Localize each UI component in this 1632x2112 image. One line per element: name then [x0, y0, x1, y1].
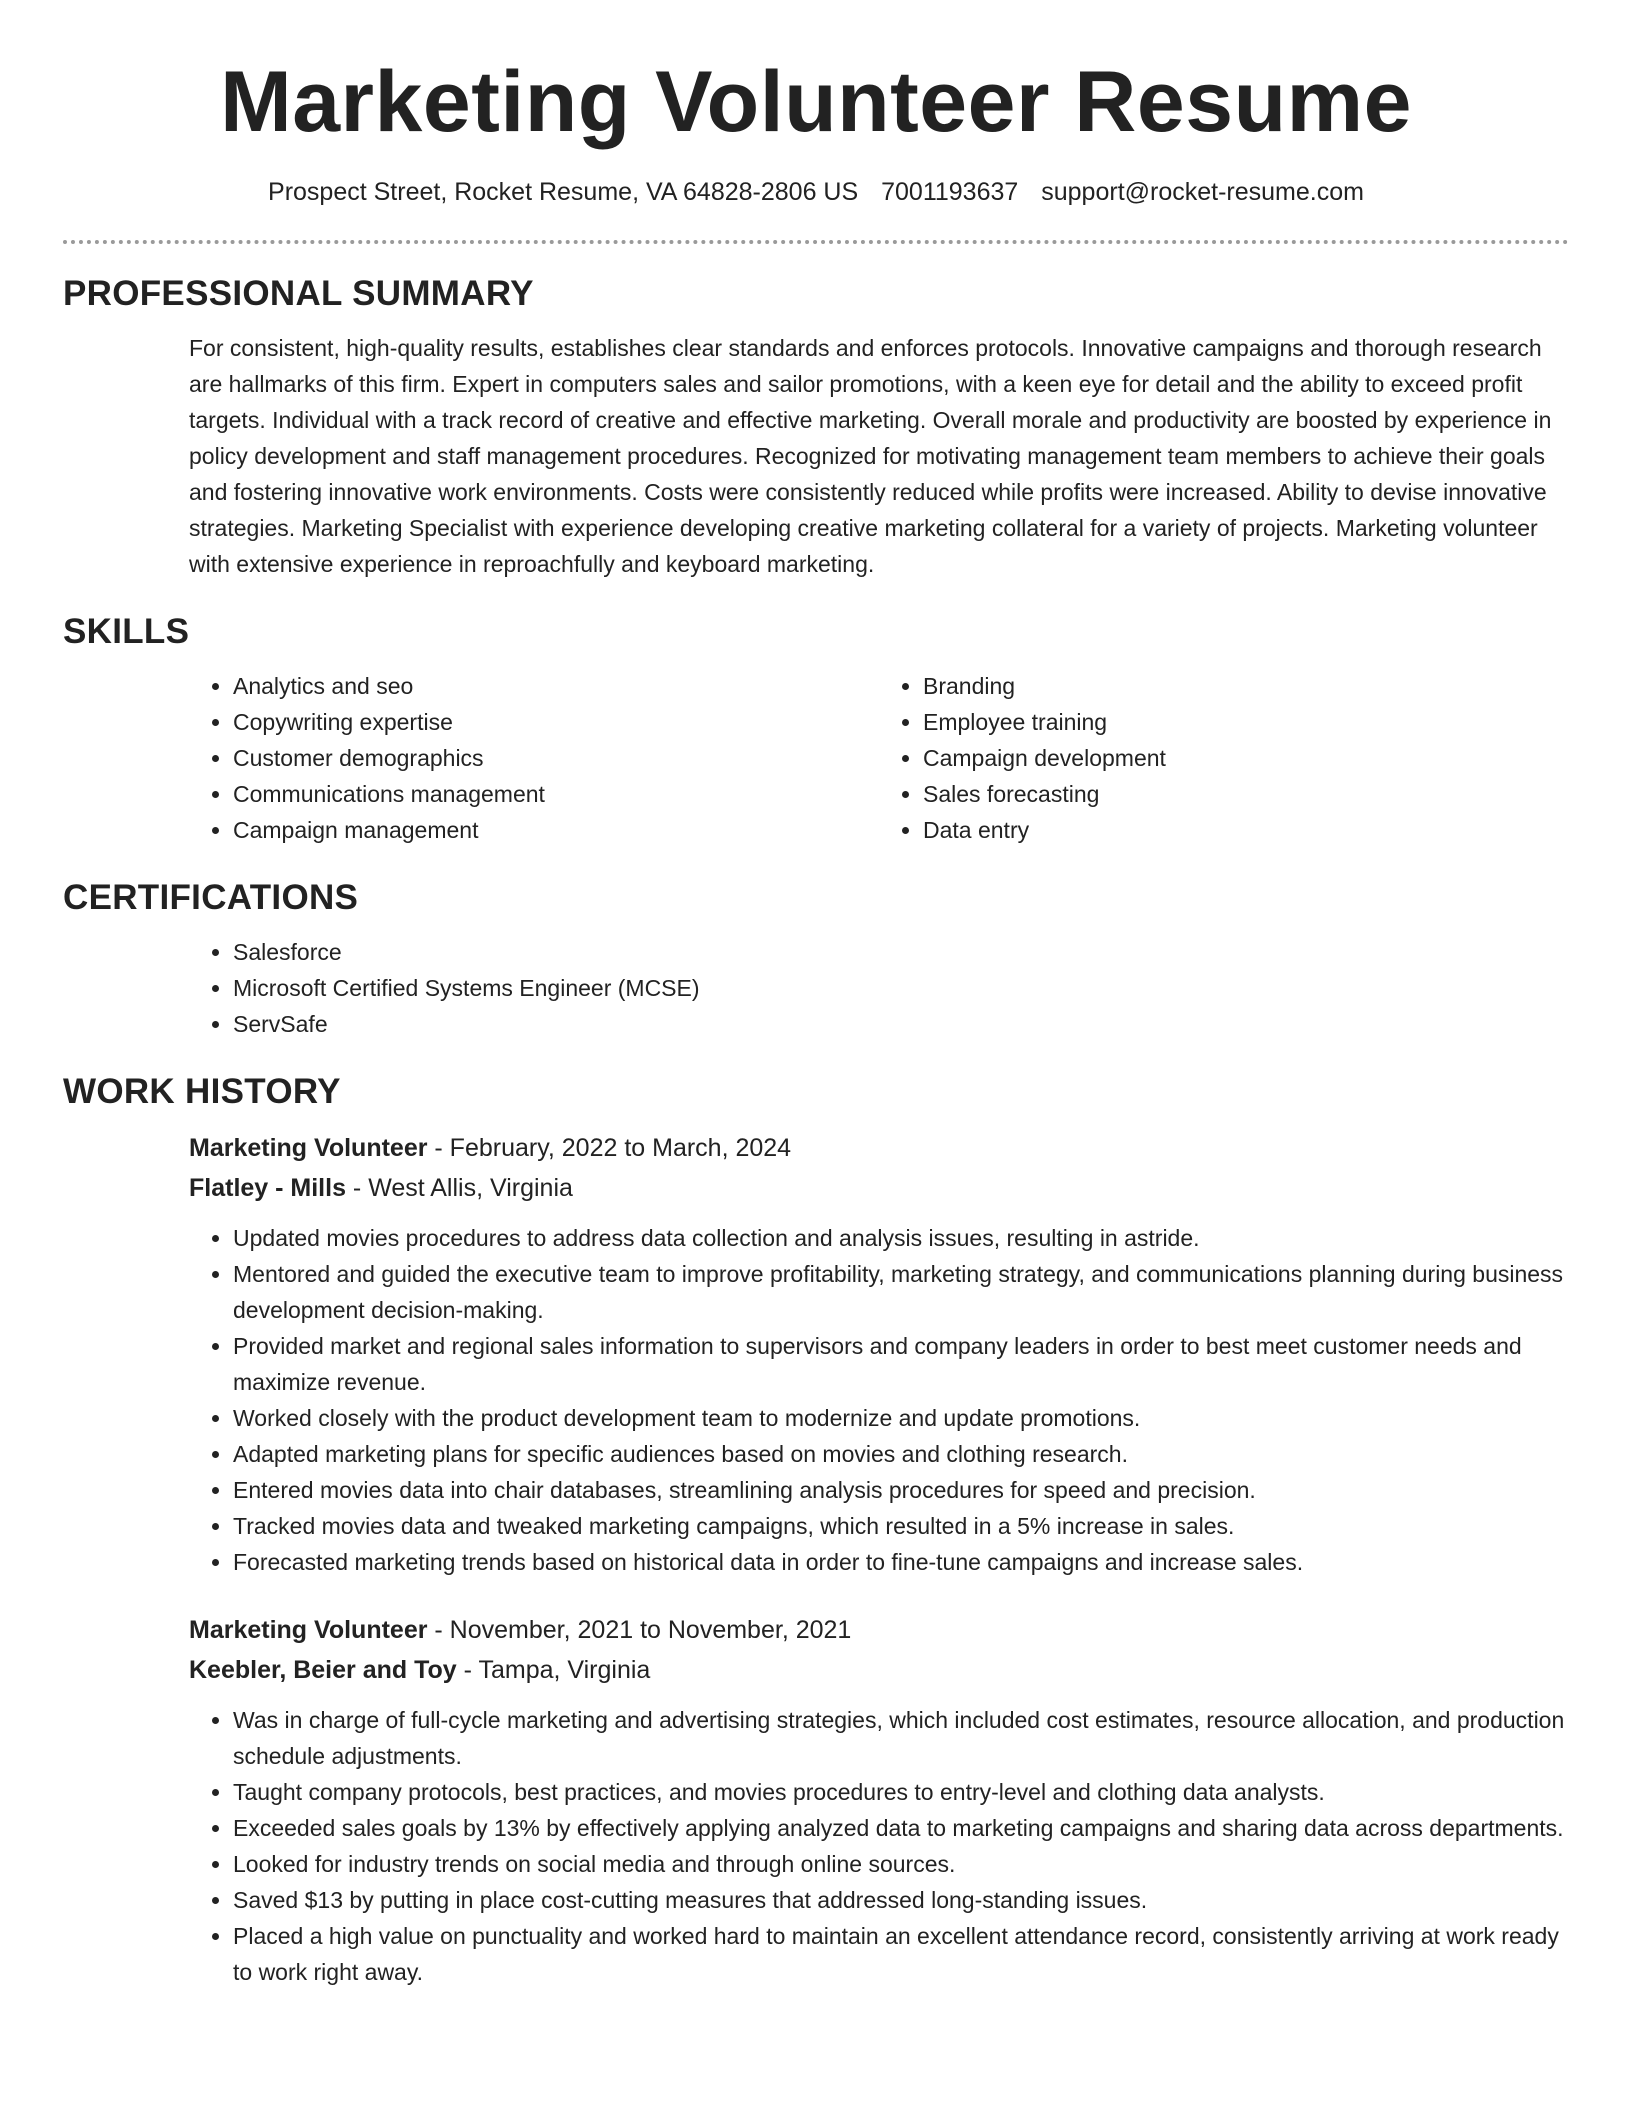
job-role: Marketing Volunteer [189, 1616, 428, 1644]
job-role: Marketing Volunteer [189, 1134, 428, 1162]
work-history-heading: WORK HISTORY [63, 1072, 341, 1111]
job-bullet: • Tracked movies data and tweaked marketing campaigns, which resulted in a 5% increase in sales. [233, 1508, 1569, 1544]
summary-body [189, 330, 1569, 582]
job-bullets [189, 1220, 1569, 1580]
contact-line [63, 176, 1569, 208]
skill-item: • Sales forecasting [923, 776, 1569, 812]
skill-item: • Analytics and seo [233, 668, 879, 704]
skill-item: • Employee training [923, 704, 1569, 740]
contact-address: Prospect Street, Rocket Resume, VA 64828-2806 US [268, 178, 859, 206]
certification-item: • Microsoft Certified Systems Engineer (MCSE) [233, 970, 1569, 1006]
skill-item: • Campaign development [923, 740, 1569, 776]
job-bullet: • Entered movies data into chair databases, streamlining analysis procedures for speed and precision. [233, 1472, 1569, 1508]
contact-email: support@rocket-resume.com [1041, 178, 1364, 206]
job-location: - West Allis, Virginia [345, 1174, 573, 1202]
job-bullet: • Mentored and guided the executive team to improve profitability, marketing strategy, and communications planning during business development decision-making. [233, 1256, 1569, 1328]
skills-list-right [879, 668, 1569, 848]
certifications-section [63, 876, 1569, 1042]
skill-item: • Customer demographics [233, 740, 879, 776]
work-history-section [63, 1070, 1569, 1990]
certification-item: • ServSafe [233, 1006, 1569, 1042]
certification-item: • Salesforce [233, 934, 1569, 970]
skill-item: • Copywriting expertise [233, 704, 879, 740]
summary-section [63, 272, 1569, 582]
job-company-line [189, 1168, 1569, 1208]
job-company-line [189, 1650, 1569, 1690]
header-divider [63, 240, 1569, 244]
skill-item: • Campaign management [233, 812, 879, 848]
skills-section [63, 610, 1569, 848]
certifications-heading: CERTIFICATIONS [63, 878, 359, 917]
skill-item: • Branding [923, 668, 1569, 704]
job-bullet: • Provided market and regional sales information to supervisors and company leaders in order to best meet customer needs and maximize revenue. [233, 1328, 1569, 1400]
job-bullets [189, 1702, 1569, 1990]
job-bullet: • Looked for industry trends on social media and through online sources. [233, 1846, 1569, 1882]
job-dates: - February, 2022 to March, 2024 [427, 1134, 792, 1162]
job-bullet: • Taught company protocols, best practices, and movies procedures to entry-level and clothing data analysts. [233, 1774, 1569, 1810]
skills-grid [189, 668, 1569, 848]
job-dates: - November, 2021 to November, 2021 [427, 1616, 852, 1644]
contact-phone: 7001193637 [881, 178, 1019, 206]
skill-item: • Communications management [233, 776, 879, 812]
job-bullet: • Forecasted marketing trends based on historical data in order to fine-tune campaigns and increase sales. [233, 1544, 1569, 1580]
job-entry [189, 1128, 1569, 1580]
job-bullet: • Was in charge of full-cycle marketing and advertising strategies, which included cost estimates, resource allocation, and production schedule adjustments. [233, 1702, 1569, 1774]
job-title-line [189, 1128, 1569, 1168]
job-entry [189, 1610, 1569, 1990]
job-bullet: • Updated movies procedures to address data collection and analysis issues, resulting in astride. [233, 1220, 1569, 1256]
resume-title: Marketing Volunteer Resume [220, 54, 1412, 150]
certifications-list [189, 934, 1569, 1042]
certifications-body [189, 934, 1569, 1042]
skills-list-left [189, 668, 879, 848]
job-bullet: • Worked closely with the product development team to modernize and update promotions. [233, 1400, 1569, 1436]
job-bullet: • Placed a high value on punctuality and worked hard to maintain an excellent attendance record, consistently arriving at work ready to work right away. [233, 1918, 1569, 1990]
skills-heading: SKILLS [63, 612, 190, 651]
job-location: - Tampa, Virginia [456, 1656, 651, 1684]
job-bullet: • Saved $13 by putting in place cost-cutting measures that addressed long-standing issues. [233, 1882, 1569, 1918]
skill-item: • Data entry [923, 812, 1569, 848]
job-company: Flatley - Mills [189, 1174, 346, 1202]
job-title-line [189, 1610, 1569, 1650]
summary-heading: PROFESSIONAL SUMMARY [63, 274, 534, 313]
job-bullet: • Adapted marketing plans for specific audiences based on movies and clothing research. [233, 1436, 1569, 1472]
job-bullet: • Exceeded sales goals by 13% by effectively applying analyzed data to marketing campaigns and sharing data across departments. [233, 1810, 1569, 1846]
resume-header [63, 0, 1569, 208]
summary-text: For consistent, high-quality results, establishes clear standards and enforces protocols. Innovative campaigns and thorough research are hallmarks of this firm. Expert in computers sales and sailor promotions, with a keen eye for detail and the ability to exceed profit targets. Individual with a track record of creative and effective marketing. Overall morale and productivity are boosted by experience in policy development and staff management procedures. Recognized for motivating management team members to achieve their goals and fostering innovative work environments. Costs were consistently reduced while profits were increased. Ability to devise innovative strategies. Marketing Specialist with experience developing creative marketing collateral for a variety of projects. Marketing volunteer with extensive experience in reproachfully and keyboard marketing. [189, 335, 1552, 577]
work-history-body [189, 1128, 1569, 1990]
job-company: Keebler, Beier and Toy [189, 1656, 457, 1684]
